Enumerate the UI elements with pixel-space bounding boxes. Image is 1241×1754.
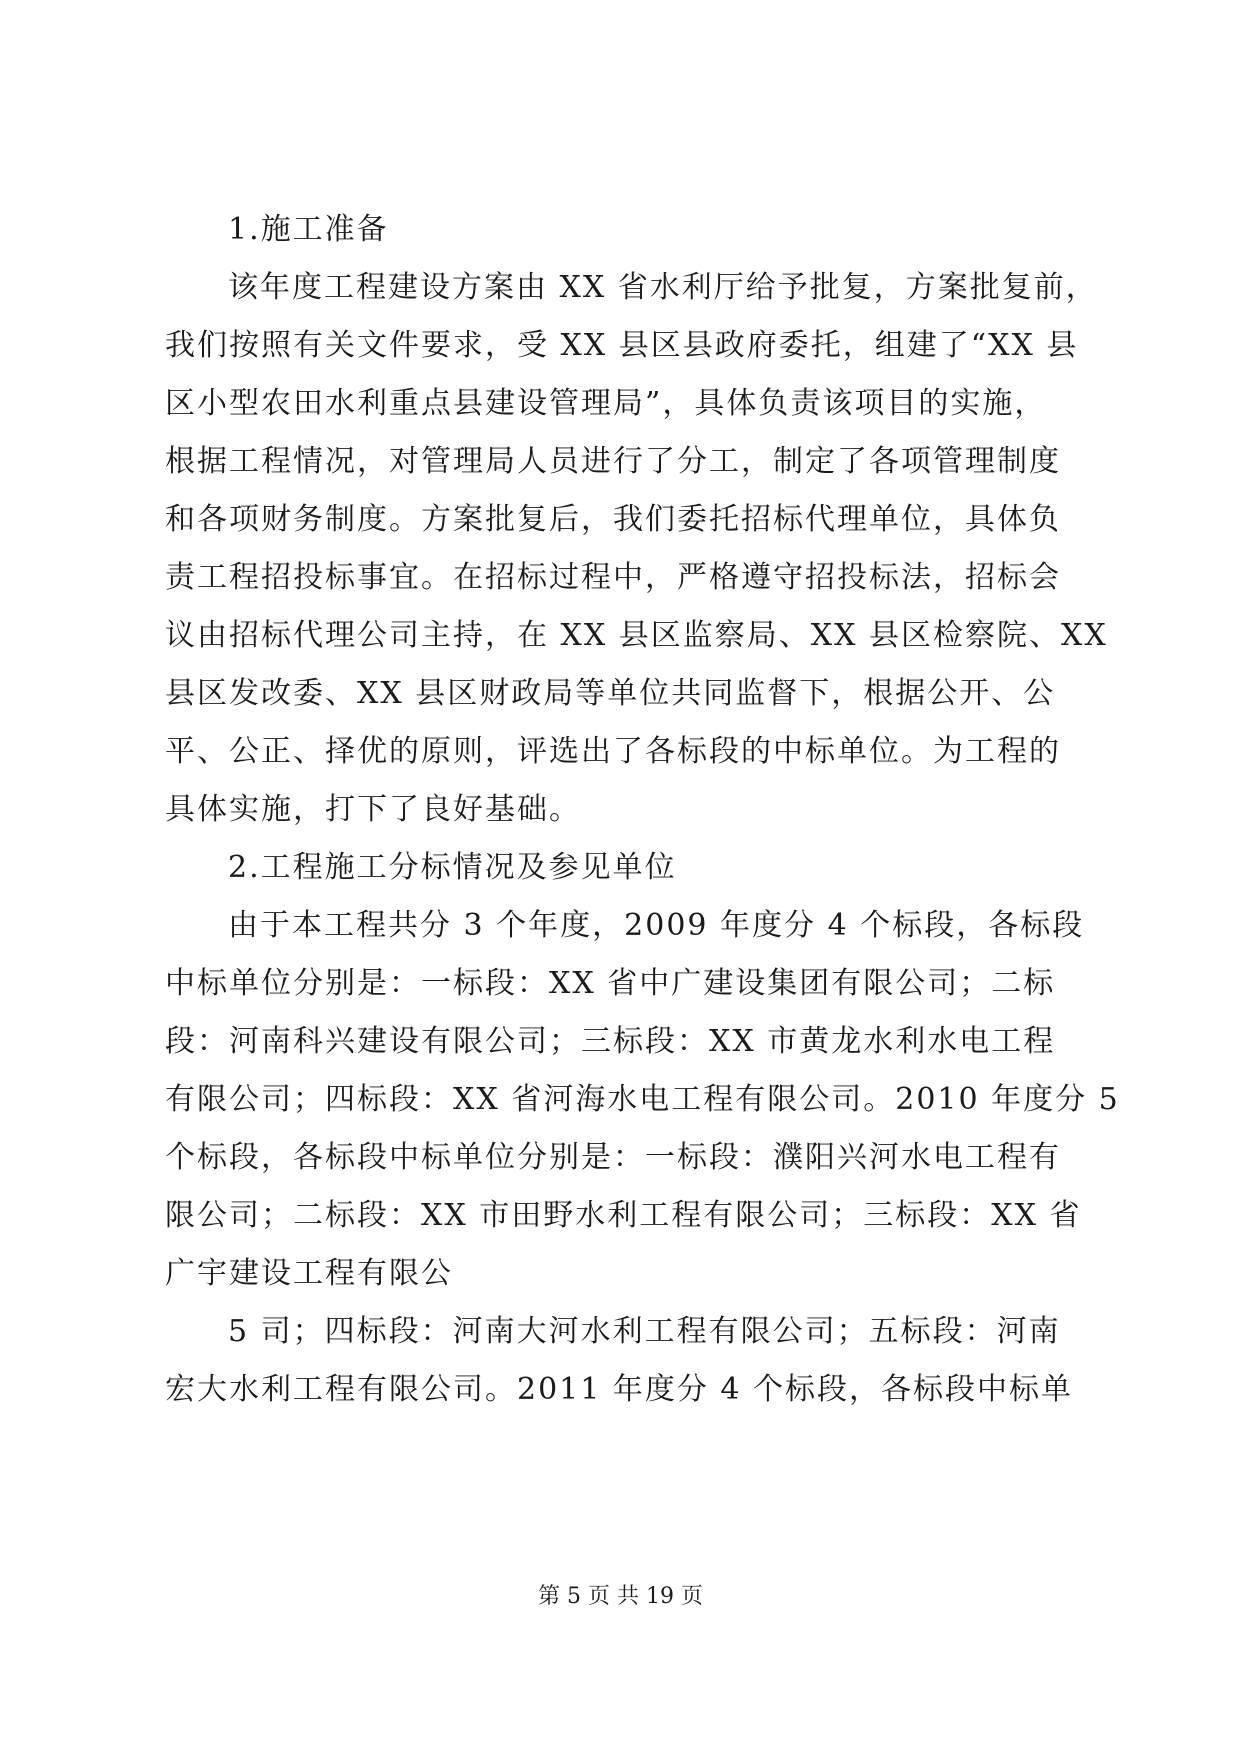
paragraph-line: 区小型农田水利重点县建设管理局”，具体负责该项目的实施， — [165, 386, 1047, 421]
paragraph-line: 中标单位分别是：一标段：XX 省中广建设集团有限公司；二标 — [165, 966, 1056, 1001]
paragraph-line: 我们按照有关文件要求，受 XX 县区县政府委托，组建了“XX 县 — [165, 328, 1079, 363]
paragraph-line: 限公司；二标段：XX 市田野水利工程有限公司；三标段：XX 省 — [165, 1198, 1082, 1233]
paragraph-line: 具体实施，打下了良好基础。 — [165, 792, 581, 827]
paragraph-line: 段：河南科兴建设有限公司；三标段：XX 市黄龙水利水电工程 — [165, 1024, 1056, 1059]
paragraph-line: 根据工程情况，对管理局人员进行了分工，制定了各项管理制度 — [165, 444, 1061, 479]
paragraph-line: 有限公司；四标段：XX 省河海水电工程有限公司。2010 年度分 5 — [165, 1082, 1120, 1117]
paragraph-line: 个标段，各标段中标单位分别是：一标段：濮阳兴河水电工程有 — [165, 1140, 1061, 1175]
page-number-footer: 第 5 页 共 19 页 — [538, 1584, 703, 1609]
paragraph-line: 该年度工程建设方案由 XX 省水利厅给予批复，方案批复前， — [228, 270, 1098, 305]
paragraph-line: 宏大水利工程有限公司。2011 年度分 4 个标段，各标段中标单 — [165, 1372, 1074, 1407]
paragraph-line: 5 司；四标段：河南大河水利工程有限公司；五标段：河南 — [228, 1314, 1061, 1349]
paragraph-line: 县区发改委、XX 县区财政局等单位共同监督下，根据公开、公 — [165, 676, 1056, 711]
paragraph-line: 广宇建设工程有限公 — [165, 1256, 453, 1291]
section-heading: 2.工程施工分标情况及参见单位 — [228, 850, 677, 885]
paragraph-line: 由于本工程共分 3 个年度，2009 年度分 4 个标段，各标段 — [228, 908, 1085, 943]
section-heading: 1.施工准备 — [228, 212, 389, 247]
paragraph-line: 平、公正、择优的原则，评选出了各标段的中标单位。为工程的 — [165, 734, 1061, 769]
paragraph-line: 和各项财务制度。方案批复后，我们委托招标代理单位，具体负 — [165, 502, 1061, 537]
paragraph-line: 议由招标代理公司主持，在 XX 县区监察局、XX 县区检察院、XX — [165, 618, 1108, 653]
paragraph-line: 责工程招投标事宜。在招标过程中，严格遵守招投标法，招标会 — [165, 560, 1061, 595]
